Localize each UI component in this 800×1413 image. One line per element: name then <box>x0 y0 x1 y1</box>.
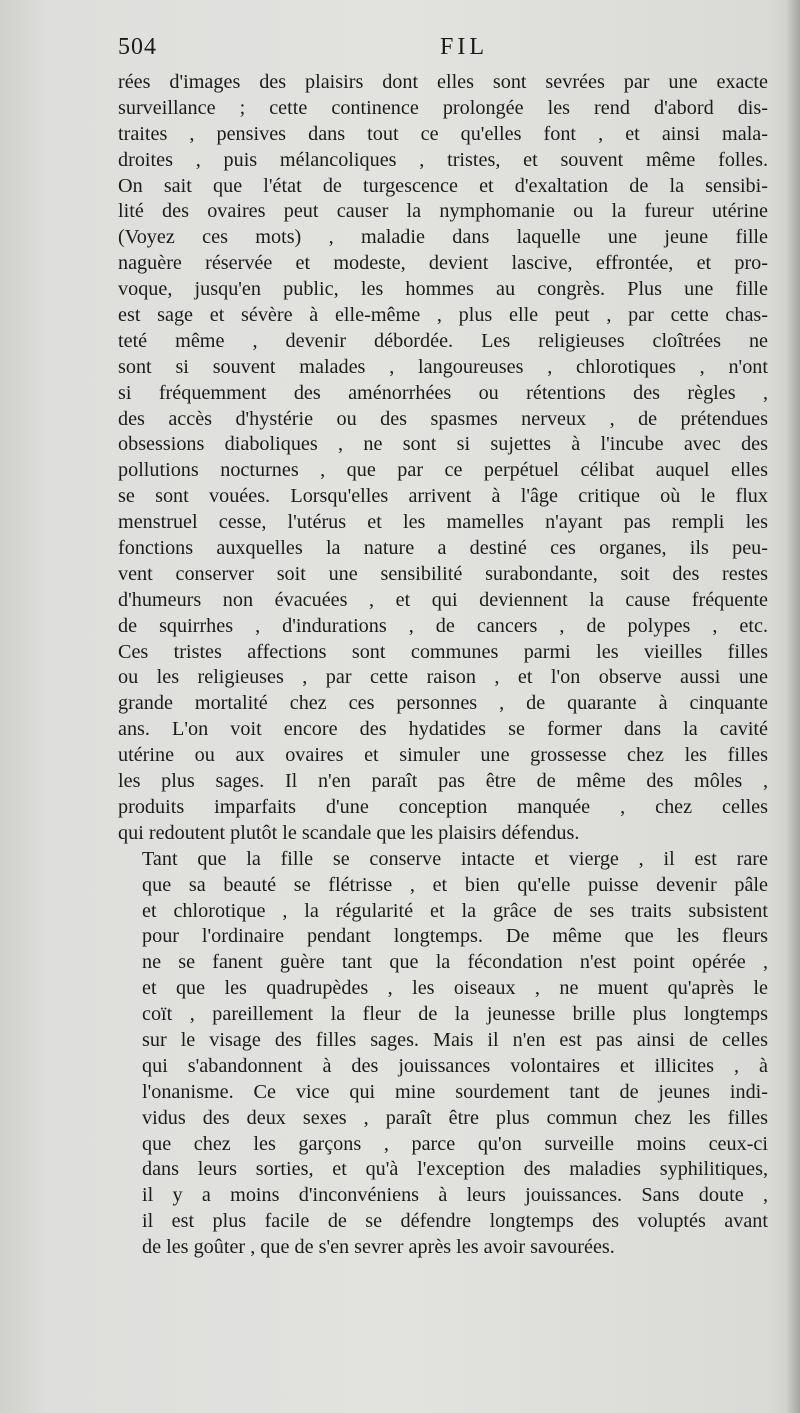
text-line: qui s'abandonnent à des jouissances volontaires et illicites , à <box>142 1054 768 1077</box>
text-line: teté même , devenir débordée. Les religieuses cloîtrées ne <box>118 329 768 352</box>
text-line: les plus sages. Il n'en paraît pas être de même des môles , <box>118 770 768 793</box>
text-line: dans leurs sorties, et qu'à l'exception des maladies syphilitiques, <box>142 1158 768 1181</box>
text-line: Ces tristes affections sont communes parmi les vieilles filles <box>118 640 768 663</box>
text-line: vidus des deux sexes , paraît être plus commun chez les filles <box>142 1106 768 1129</box>
text-line: voque, jusqu'en public, les hommes au congrès. Plus une fille <box>118 278 768 301</box>
text-line: traites , pensives dans tout ce qu'elles font , et ainsi mala- <box>118 122 768 145</box>
text-line: de les goûter , que de s'en sevrer après les avoir savourées. <box>142 1236 615 1259</box>
text-line: ne se fanent guère tant que la fécondation n'est point opérée , <box>142 951 768 974</box>
text-line: ou les religieuses , par cette raison , et l'on observe aussi une <box>118 666 768 689</box>
text-line: utérine ou aux ovaires et simuler une grossesse chez les filles <box>118 744 768 767</box>
text-line: grande mortalité chez ces personnes , de quarante à cinquante <box>118 692 768 715</box>
page-header <box>118 34 768 68</box>
running-head: FIL <box>440 34 488 60</box>
text-line: si fréquemment des aménorrhées ou rétentions des règles , <box>118 381 768 404</box>
text-line: des accès d'hystérie ou des spasmes nerveux , de prétendues <box>118 407 768 430</box>
text-line: Tant que la fille se conserve intacte et vierge , il est rare <box>142 847 768 870</box>
text-line: l'onanisme. Ce vice qui mine sourdement tant de jeunes indi- <box>142 1080 768 1103</box>
text-line: produits imparfaits d'une conception manquée , chez celles <box>118 795 768 818</box>
text-line: que sa beauté se flétrisse , et bien qu'elle puisse devenir pâle <box>142 873 768 896</box>
text-line: vent conserver soit une sensibilité surabondante, soit des restes <box>118 562 768 585</box>
text-line: menstruel cesse, l'utérus et les mamelles n'ayant pas rempli les <box>118 511 768 534</box>
text-line: se sont vouées. Lorsqu'elles arrivent à l'âge critique où le flux <box>118 485 768 508</box>
text-line: fonctions auxquelles la nature a destiné ces organes, ils peu- <box>118 537 768 560</box>
text-line: et que les quadrupèdes , les oiseaux , ne muent qu'après le <box>142 977 768 1000</box>
text-line: naguère réservée et modeste, devient lascive, effrontée, et pro- <box>118 252 768 275</box>
body-text <box>118 70 768 1261</box>
paragraph-2 <box>118 847 768 1261</box>
text-line: ans. L'on voit encore des hydatides se former dans la cavité <box>118 718 768 741</box>
text-line: pollutions nocturnes , que par ce perpétuel célibat auquel elles <box>118 459 768 482</box>
text-line: pour l'ordinaire pendant longtemps. De même que les fleurs <box>142 925 768 948</box>
text-line: et chlorotique , la régularité et la grâce de ses traits subsistent <box>142 899 768 922</box>
text-line: rées d'images des plaisirs dont elles sont sevrées par une exacte <box>118 71 768 93</box>
text-line: que chez les garçons , parce qu'on surveille moins ceux-ci <box>142 1132 768 1155</box>
text-line: surveillance ; cette continence prolongée les rend d'abord dis- <box>118 96 768 119</box>
text-line: d'humeurs non évacuées , et qui deviennent la cause fréquente <box>118 588 768 611</box>
text-line: droites , puis mélancoliques , tristes, et souvent même folles. <box>118 148 768 171</box>
text-line: On sait que l'état de turgescence et d'exaltation de la sensibi- <box>118 174 768 197</box>
text-line: il est plus facile de se défendre longtemps des voluptés avant <box>142 1210 768 1233</box>
text-line: il y a moins d'inconvéniens à leurs jouissances. Sans doute , <box>142 1184 768 1207</box>
text-line: sur le visage des filles sages. Mais il n'en est pas ainsi de celles <box>142 1028 768 1051</box>
text-line: (Voyez ces mots) , maladie dans laquelle une jeune fille <box>118 226 768 249</box>
text-line: de squirrhes , d'indurations , de cancers , de polypes , etc. <box>118 614 768 637</box>
text-line: obsessions diaboliques , ne sont si sujettes à l'incube avec des <box>118 433 768 456</box>
paragraph-1 <box>118 70 768 847</box>
text-line: qui redoutent plutôt le scandale que les plaisirs défendus. <box>118 821 580 844</box>
text-line: coït , pareillement la fleur de la jeunesse brille plus longtemps <box>142 1003 768 1026</box>
text-line: sont si souvent malades , langoureuses , chlorotiques , n'ont <box>118 355 768 378</box>
page-number: 504 <box>118 34 157 60</box>
text-line: est sage et sévère à elle-même , plus elle peut , par cette chas- <box>118 304 768 327</box>
text-line: lité des ovaires peut causer la nymphomanie ou la fureur utérine <box>118 200 768 223</box>
